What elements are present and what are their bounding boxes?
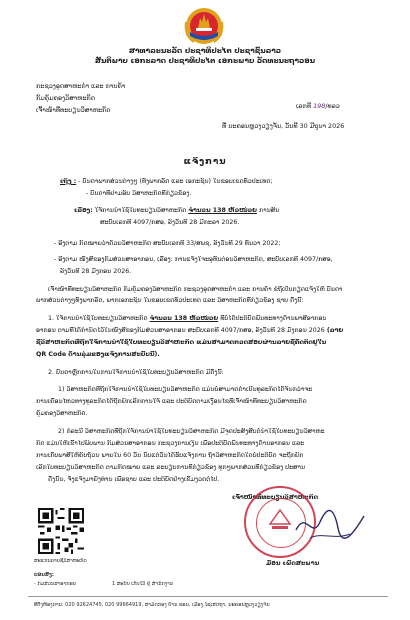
point-2-1-line-1: 1) ວິສາຫະກິດທີ່ຖືກໃຈ້ການນຳໃຊ້ໃບທະບຽນວິສາຫະກິດ ແມ່ນບໍ່ສາມາດດຳເນີນທຸລະກິດໄດ້ຈົນກວ່າຈະ bbox=[58, 386, 313, 393]
intro-line-2: ພາກສ່ວນຕ່າງໆທັງພາກລັດ, ພາກເອກະຊົນ ໃນຂອບເຂດທົ່ວປະເທດ ແລະ ວິສາຫະກິດທີ່ກ່ຽວຂ້ອງ ຊາບ ດັ່ງນີ້: bbox=[36, 297, 304, 304]
point-2-2-line-2: ກິດ ແມ່ນໃຫ້ເຂົ້າໄປພົບພານ ກົມສ່ວນສາອາກອນ ກະຊວງການເງິນ ເພື່ອປະຕິບັດພັນທະທາງດ້ານອາກອນ ແລະ bbox=[36, 440, 305, 447]
point-1-bold: (ລາຍ bbox=[326, 327, 344, 334]
closing-line: ດັ່ງນັ້ນ, ຈຶ່ງແຈ້ງມາຍັງທ່ານ ເພື່ອຊາບ ແລະ ປະຕິບັດຢ່າງເຂັ້ມງວດຕໍ່ໄປ. bbox=[48, 476, 220, 483]
point-2-2-line-3: ການເກັບພາສີໃຫ້ຄົບຖ້ວນ ພາຍໃນ 60 ວັນ ນັບແຕ່ວັນໄດ້ຮັບແຈ້ງການ ຖ້າວິສາຫະກິດໃດບໍ່ປະຕິບັດ ຈະຖືກຍົກ bbox=[36, 452, 304, 459]
document-title: ແຈ້ງການ bbox=[183, 157, 227, 167]
subject-text-a: ໃຈ້ການນຳໃຊ້ໃບທະບຽນວິສາຫະກິດ bbox=[94, 207, 187, 214]
footer-contact: ທີ່ຕັ້ງຫ້ອງການ: 020 92624745, 020 99664919, ສາມັດກອງ ບ້ານ ຂອນ, ເມືອງ ໄຊເສດຖາ, ນະຄອນຫຼວງວຽງຈັນ bbox=[34, 602, 270, 608]
point-1-highlight: ຈຳນວນ 138 ຫົວໜ່ວຍ bbox=[149, 315, 219, 322]
recipients-label: ເຖິງ : bbox=[60, 178, 77, 185]
subject-label: ເລື່ອງ: bbox=[74, 207, 93, 214]
signatory-name: ມັອນ ເພັດສະພານ bbox=[266, 560, 320, 567]
reference-number bbox=[296, 102, 340, 110]
handwritten-signature-icon bbox=[290, 500, 370, 550]
footer-divider bbox=[28, 596, 388, 597]
intro-line-1: ເຈົ້າໜ້າທີ່ທະບຽນວິສາຫະກິດ ກົມຄຸ້ມຄອງວິສາຫະກິດ ກະຊວງອຸດສາຫະກຳ ແລະ ການຄ້າ ຂໍຖືເປັນກຽດແຈ້ງໃຫ້ ບັນດາ bbox=[48, 286, 343, 293]
legal-reference-1: - ອີງຕາມ ກົດໝາຍວ່າດ້ວຍວິສາຫະກິດ ສະບັບເລກທີ 33/ສພຊ, ລົງວັນທີ 29 ທັນວາ 2022; bbox=[54, 240, 281, 247]
point-2-2-line-1: 2) ກໍລະນີ ວິສາຫະກິດທີ່ຖືກໃຈ້ການນຳໃຊ້ໃບທະບຽນວິສາຫະກິດ ມີຈຸດປະສົງສືບຕໍ່ນຳໃຊ້ໃບທະບຽນວິສາຫະ bbox=[58, 428, 325, 435]
department-name: ກົມຄຸ້ມຄອງວິສາຫະກິດ bbox=[36, 94, 95, 102]
office-name: ເຈົ້າໜ້າທີ່ທະບຽນວິສາຫະກິດ bbox=[36, 106, 111, 114]
subject-line-2: ສະບັບເລກທີ 4097/ກສອ, ລົງວັນທີ 28 ມີກະລາ 2026. bbox=[100, 219, 240, 226]
subject-line-1 bbox=[74, 207, 279, 214]
point-2-heading: 2. ບັນດາຫຼັກການໃນການໃຈ້ການນຳໃຊ້ໃບທະບຽນວິສາຫະກິດ ມີດັ່ງນີ້: bbox=[48, 369, 224, 376]
signature-title: ເຈົ້າໜ້າທີ່ທະບຽນວິສາຫະກິດ bbox=[232, 494, 319, 501]
reference-suffix: /ທລວ bbox=[325, 102, 340, 110]
point-1-text-c: ອາກອນ ຕາມທີ່ໄດ້ກຳນົດໄວ້ໃນໜັງສືຂອງກົມສ່ວນສາອາກອນ ສະບັບເລກທີ 4097/ກສອ, ລົງວັນທີ 28 ມັງກອນ 2026 bbox=[36, 327, 325, 334]
legal-reference-2: - ອີງຕາມ ໜັງສືຂອງກົມສ່ວນສາອາກອນ, ເລື່ອງ: ການແຈ້ງໃຈະອຸທົ່ນຕ່ອນວິສາຫະກິດ, ສະບັບເລກທີ 4097/ກສອ, bbox=[54, 256, 333, 263]
point-1-line-2 bbox=[36, 327, 343, 334]
distribution-line-1: - ກົມສ່ວນສາອາກອນ bbox=[34, 581, 77, 587]
national-motto: ສັນຕິພາບ ເອກະລາດ ປະຊາທິປະໄຕ ເອກະພາບ ວັດທະນະຖາວອນ bbox=[94, 56, 316, 65]
point-2-1-line-2: ການເຄື່ອນໄຫວທາງທຸລະກິດໄດ້ຖືກຍົກເລີກການໃຈ້ ແລະ ປະຕິບັດຕາມເງື່ອນໄຂທີ່ເຈົ້າໜ້າທີ່ທະບຽນວິສາຫະກິດ bbox=[36, 398, 307, 405]
ministry-name: ກະຊວງອຸດສາຫະກຳ ແລະ ການຄ້າ bbox=[36, 82, 126, 90]
point-1-line-1 bbox=[48, 315, 326, 322]
subject-highlight: ຈຳນວນ 138 ຫົວໜ່ວຍ bbox=[188, 207, 257, 214]
point-1-line-3: ຊື່ວິສາຫະກິດທີ່ຖືກໃຈ້ການນຳໃຊ້ໃບທະບຽນວິສາຫະກິດ ແມ່ນສາມາດກວດສອບຜ່ານລາຍຊື່ຄັດຕິດຢູ່ໃນ bbox=[36, 339, 327, 346]
national-emblem-icon bbox=[180, 6, 228, 46]
point-1-line-4: QR Code ດ້ານລຸ່ມຂອງແຈ້ງການສະບັບນີ້). bbox=[36, 351, 160, 358]
place-and-date: ທີ່ ນະຄອນຫຼວງວຽງຈັນ, ວັນທີ 30 ມີຖຸນາ 2026 bbox=[222, 122, 345, 130]
recipients-line-1 bbox=[60, 178, 273, 185]
republic-header: ສາທາລະນະລັດ ປະຊາທິປະໄຕ ປະຊາຊົນລາວ bbox=[128, 46, 282, 55]
distribution-label: ບ່ອນສົ່ງ: bbox=[34, 572, 54, 578]
point-1-text-b: ທີ່ບໍ່ໄດ້ປະຕິບັດພັນທະທາງດ້ານພາສີອາກອນ bbox=[220, 315, 327, 322]
qr-code-icon[interactable] bbox=[38, 508, 84, 554]
subject-text-b: ການສົນ bbox=[258, 207, 280, 214]
qr-caption: ສະແກນລາຍຊື່ວິສາຫະກິດ bbox=[34, 558, 87, 564]
point-1-text-a: 1. ໃຈ້ການນຳໃຊ້ໃບທະບຽນວິສາຫະກິດ bbox=[48, 315, 148, 322]
reference-label: ເລກທີ bbox=[296, 102, 312, 110]
point-2-1-line-3: ຄຸ້ມຄອງວິສາຫະກິດ. bbox=[36, 410, 88, 417]
recipients-line-2: - ບັນດາທີ່ຢາມອົບ ວິສາຫະກິດທີ່ກ່ຽວຂ້ອງ. bbox=[86, 190, 192, 197]
recipients-text-1: - ບັນດາພາກສ່ວນຕ່າງໆ (ທັງພາກລັດ ແລະ ເອກະຊົນ) ໃນຂອບເຂດທົ່ວປະເທດ; bbox=[78, 178, 273, 185]
legal-reference-2-date: ລົງວັນທີ 28 ມັງກອນ 2026. bbox=[60, 268, 132, 275]
distribution-line-2: 1 ສະບັບ ເກັບໄວ້ ຢູ່ ສຳນັກງານ bbox=[112, 581, 174, 587]
point-2-2-line-4: ເລີກໃບທະບຽນວິສາຫະກິດ ຕາມກົດໝາຍ ແລະ ລະບຽບການທີ່ກ່ຽວຂ້ອງ ທຸກໆພາກສ່ວນທີ່ກ່ຽວຂ້ອງ ປະສານ bbox=[36, 464, 306, 471]
reference-value: 198 bbox=[313, 102, 326, 110]
